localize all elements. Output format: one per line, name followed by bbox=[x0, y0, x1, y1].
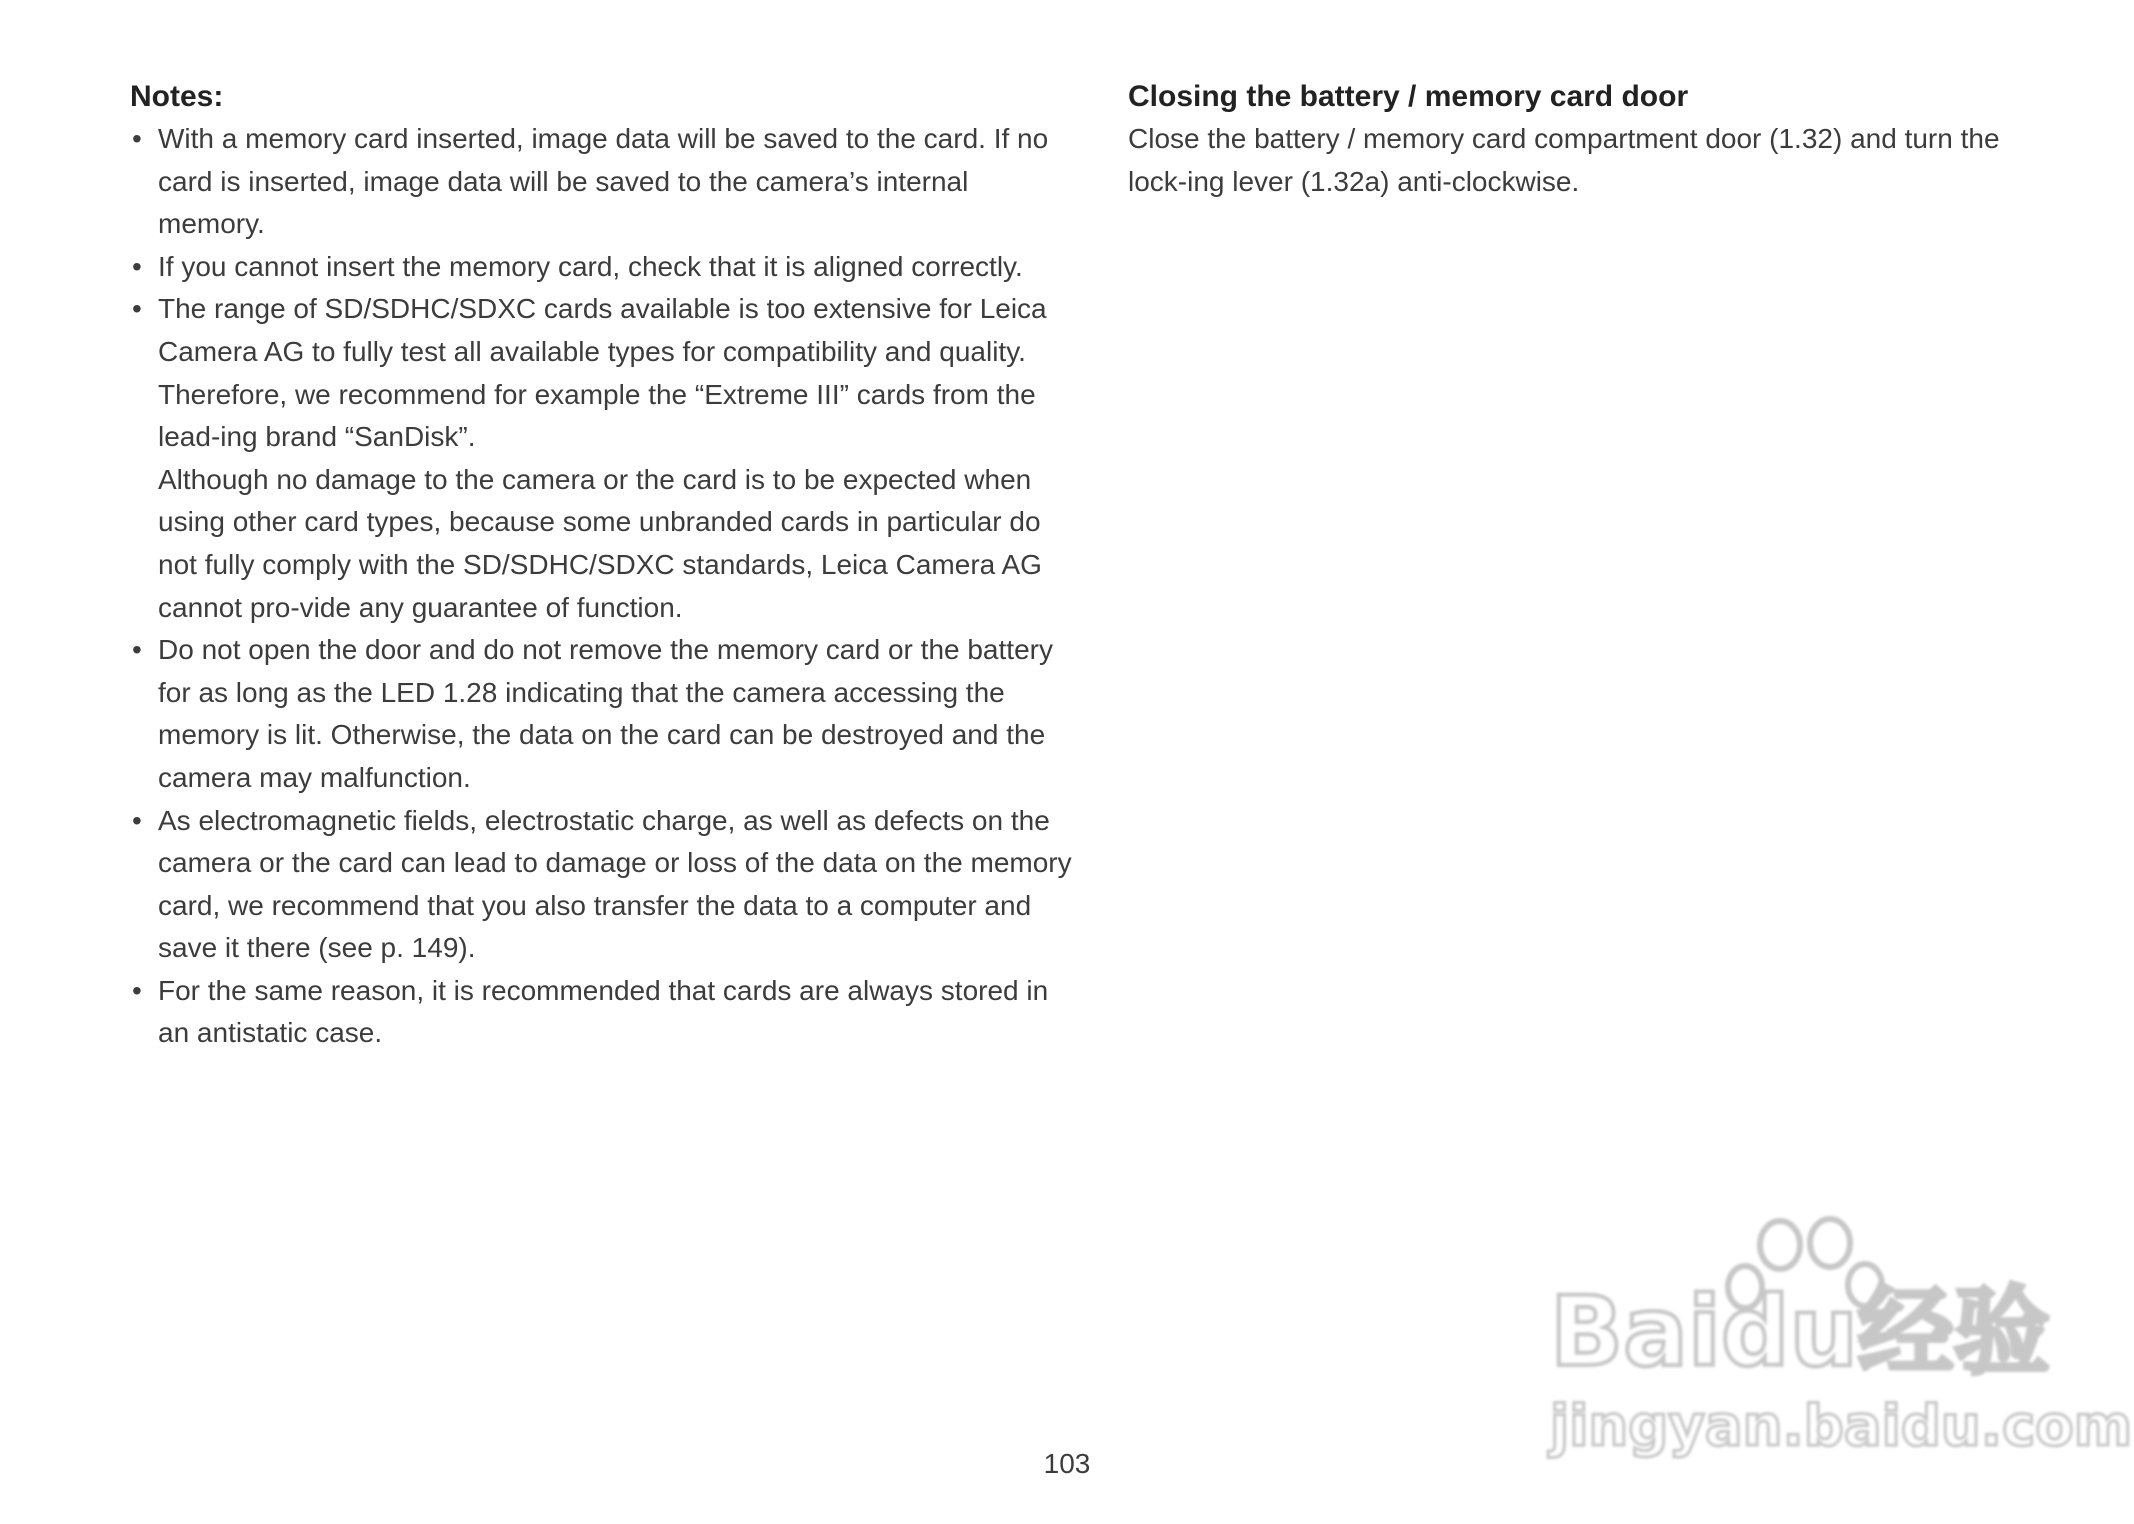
note-text: If you cannot insert the memory card, check that it is aligned correctly. bbox=[158, 250, 1023, 282]
page-number: 103 bbox=[1043, 1448, 1091, 1479]
bullet-icon: • bbox=[132, 123, 142, 154]
bullet-icon: • bbox=[132, 804, 142, 836]
note-item bbox=[130, 629, 1080, 799]
note-item bbox=[130, 246, 1080, 289]
section-body: Close the battery / memory card compartment door (1.32) and turn the lock-ing lever (1.32a) anti-clockwise. bbox=[1128, 123, 2000, 197]
notes-heading: Notes: bbox=[130, 80, 224, 113]
bullet-icon: • bbox=[132, 293, 142, 325]
note-text: For the same reason, it is recommended that cards are always stored in an antistatic case. bbox=[158, 974, 1049, 1049]
watermark-url-text: jingyan.baidu.com bbox=[1550, 1394, 2133, 1459]
note-item bbox=[130, 288, 1080, 629]
note-item bbox=[130, 800, 1080, 970]
bullet-icon: • bbox=[132, 634, 142, 666]
note-text: With a memory card inserted, image data will be saved to the card. If no card is inserted, image data will be saved to the camera’s internal memory. bbox=[158, 123, 1049, 240]
note-text: As electromagnetic fields, electrostatic charge, as well as defects on the camera or the card can lead to damage or loss of the data on the memory card, we recommend that you also transfer the data to a computer and save it there (see p. 149). bbox=[158, 804, 1072, 964]
notes-list bbox=[130, 118, 1080, 1055]
watermark-brand-text: Baidu经验 bbox=[1550, 1276, 2050, 1388]
note-item bbox=[130, 970, 1080, 1055]
bullet-icon: • bbox=[132, 974, 142, 1006]
instructions-column bbox=[1128, 76, 2058, 203]
note-text-continued: Although no damage to the camera or the card is to be expected when using other card types, because some unbranded cards in particular do not fully comply with the SD/SDHC/SDXC standards, Leica Camera AG cannot pro-vide any guarantee of function. bbox=[158, 463, 1042, 623]
bullet-icon: • bbox=[132, 250, 142, 282]
note-text: The range of SD/SDHC/SDXC cards available is too extensive for Leica Camera AG to fully test all available types for compatibility and quality. Therefore, we recommend for example the “Extreme III” cards from the lead-ing brand “SanDisk”. bbox=[158, 293, 1047, 453]
section-heading: Closing the battery / memory card door bbox=[1128, 80, 1689, 113]
baidu-watermark-logo bbox=[1530, 1215, 2133, 1465]
note-item bbox=[130, 118, 1080, 246]
note-text: Do not open the door and do not remove the memory card or the battery for as long as the LED 1.28 indicating that the camera accessing the memory is lit. Otherwise, the data on the card can be destroyed and the camera may malfunction. bbox=[158, 634, 1053, 793]
notes-column bbox=[130, 76, 1080, 1055]
